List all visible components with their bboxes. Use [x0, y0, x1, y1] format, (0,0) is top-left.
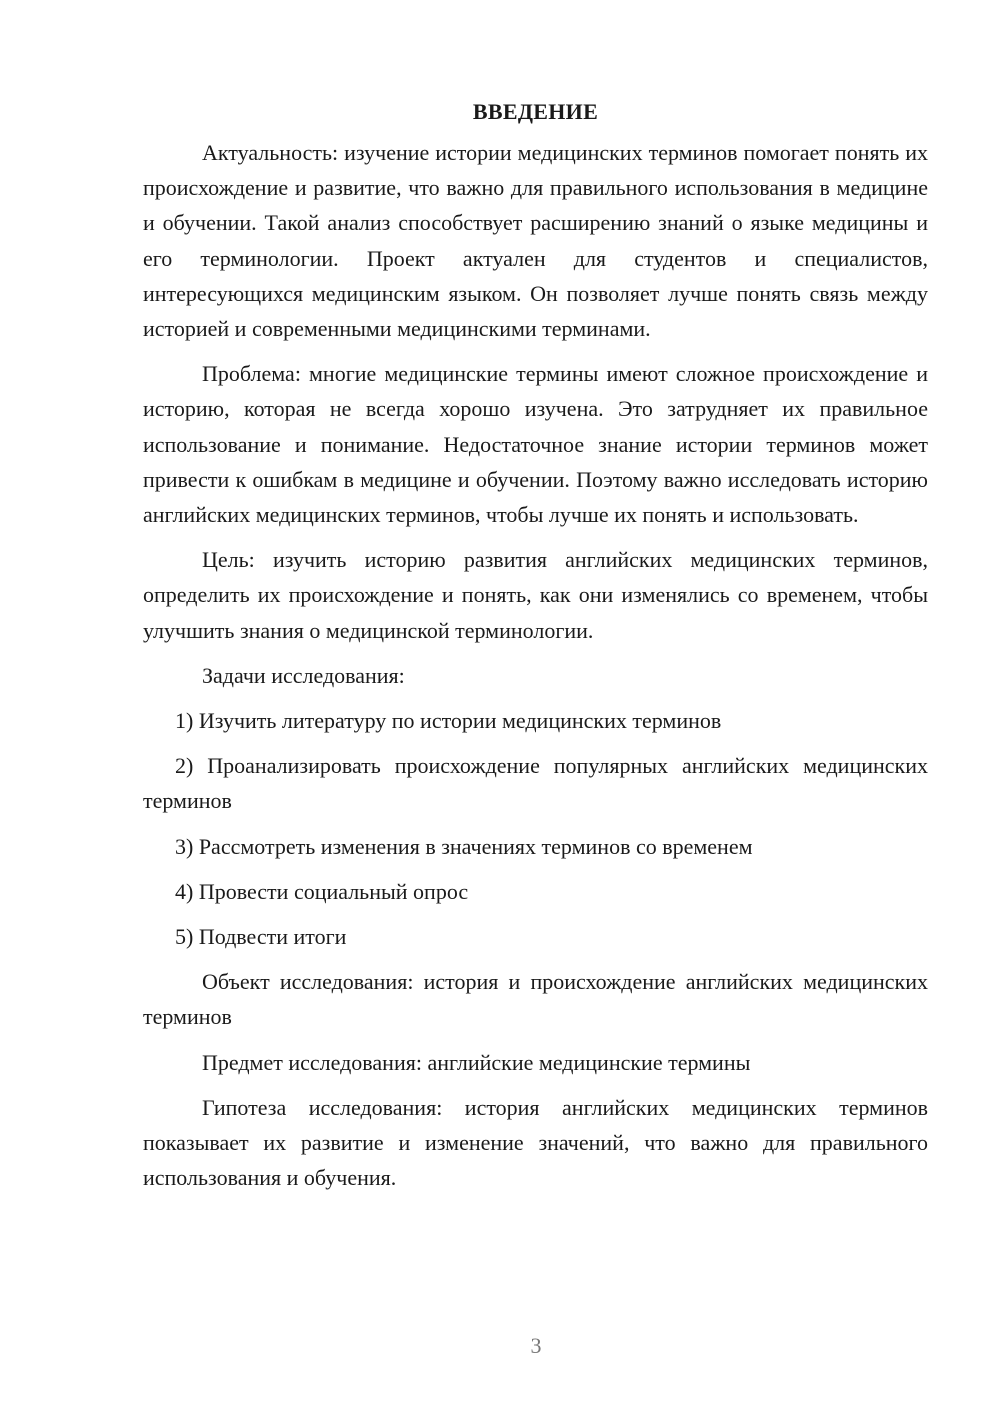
object-paragraph: Объект исследования: история и происхождение английских медицинских терминов: [143, 969, 928, 1030]
task-item: 5) Подвести итоги: [175, 924, 347, 950]
task-item: 1) Изучить литературу по истории медицинских терминов: [175, 708, 722, 734]
relevance-paragraph: Актуальность: изучение истории медицинских терминов помогает понять их происхождение и развитие, что важно для правильного использования в медицине и обучении. Такой анализ способствует расширению знаний о языке медицины и его терминологии. Проект актуален для студентов и специалистов, интересующихся медицинским языком. Он позволяет лучше понять связь между историей и современными медицинскими терминами.: [143, 140, 928, 342]
goal-paragraph: Цель: изучить историю развития английских медицинских терминов, определить их происхождение и понять, как они изменялись со временем, чтобы улучшить знания о медицинской терминологии.: [143, 547, 928, 643]
task-item: 3) Рассмотреть изменения в значениях терминов со временем: [175, 833, 753, 859]
problem-paragraph: Проблема: многие медицинские термины имеют сложное происхождение и историю, которая не всегда хорошо изучена. Это затрудняет их правильное использование и понимание. Недостаточное знание истории терминов может привести к ошибкам в медицине и обучении. Поэтому важно исследовать историю английских медицинских терминов, чтобы лучше их понять и использовать.: [143, 361, 928, 528]
tasks-heading: Задачи исследования:: [202, 662, 405, 688]
page-title: ВВЕДЕНИЕ: [472, 99, 599, 124]
page-number: 3: [530, 1333, 542, 1358]
document-page: [143, 94, 928, 1195]
hypothesis-paragraph: Гипотеза исследования: история английских медицинских терминов показывает их развитие и изменение значений, что важно для правильного использования и обучения.: [143, 1094, 928, 1191]
subject-paragraph: Предмет исследования: английские медицинские термины: [202, 1049, 751, 1075]
task-item: 4) Провести социальный опрос: [175, 878, 469, 904]
task-item: 2) Проанализировать происхождение популярных английских медицинских терминов: [143, 753, 928, 814]
